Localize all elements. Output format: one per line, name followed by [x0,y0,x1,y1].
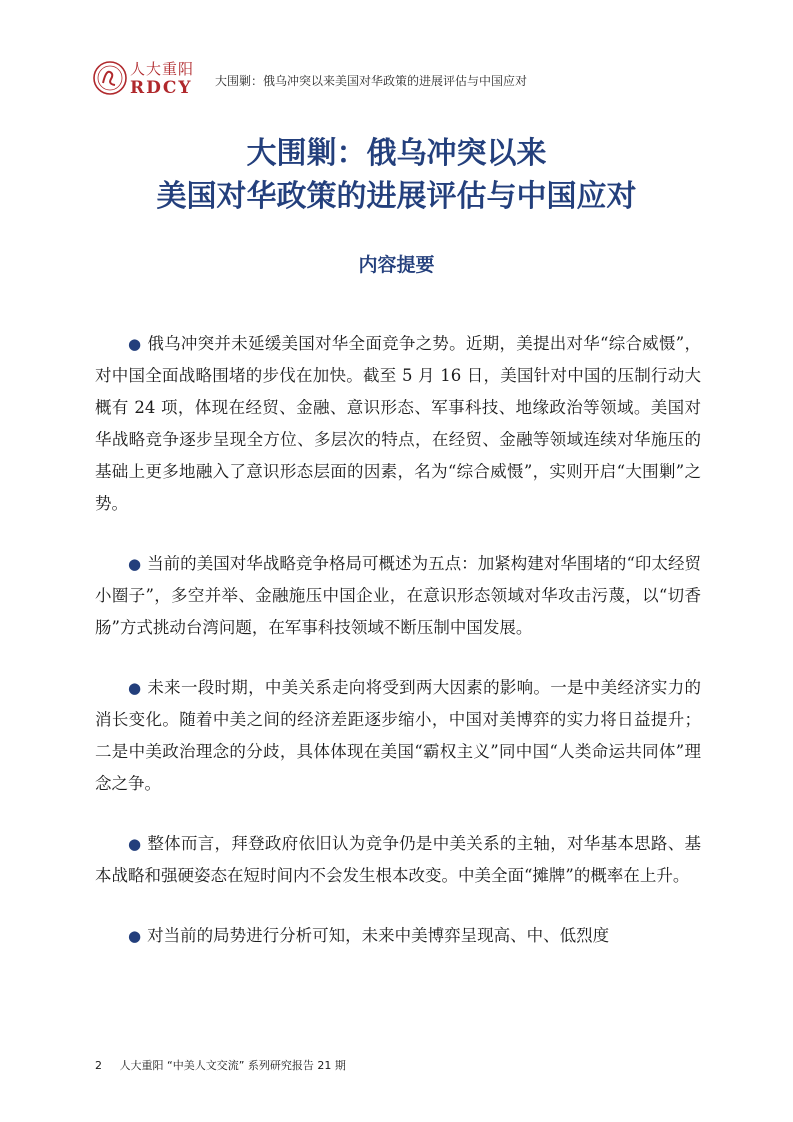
page-number: 2 [95,1059,102,1072]
document-title [0,132,793,218]
summary-paragraph [95,828,701,892]
rdcy-seal-icon [92,60,128,96]
summary-paragraph [95,672,701,800]
bullet-icon: ● [128,555,142,573]
logo-chinese-name: 人大重阳 [130,60,195,78]
page-header [92,58,712,100]
bullet-icon: ● [128,927,142,945]
paragraph-text: 对当前的局势进行分析可知，未来中美博弈呈现高、中、低烈度 [147,926,610,945]
page-footer [95,1057,346,1073]
paragraph-text: 当前的美国对华战略竞争格局可概述为五点：加紧构建对华围堵的“印太经贸小圈子”，多空并举、金融施压中国企业，在意识形态领域对华攻击污蔑，以“切香肠”方式挑动台湾问题，在军事科技领域不断压制中国发展。 [95,554,702,637]
bullet-icon: ● [128,835,142,853]
bullet-icon: ● [128,679,142,697]
summary-paragraph [95,328,701,520]
summary-body [95,328,701,980]
summary-paragraph [95,920,701,952]
title-line-1: 大围剿：俄乌冲突以来 [246,136,547,171]
section-heading: 内容提要 [358,254,435,276]
series-label: 人大重阳 “中美人文交流” 系列研究报告 21 期 [119,1059,346,1072]
paragraph-text: 俄乌冲突并未延缓美国对华全面竞争之势。近期，美提出对华“综合威慑”，对中国全面战略围堵的步伐在加快。截至 5 月 16 日，美国针对中国的压制行动大概有 24 项，体现在经贸、金融、意识形态、军事科技、地缘政治等领域。美国对华战略竞争逐步呈现全方位、多层次的特点，在经贸、金融等领域连续对华施压的基础上更多地融入了意识形态层面的因素，名为“综合威慑”，实则开启“大围剿”之势。 [95,334,701,513]
paragraph-text: 整体而言，拜登政府依旧认为竞争仍是中美关系的主轴，对华基本思路、基本战略和强硬姿态在短时间内不会发生根本改变。中美全面“摊牌”的概率在上升。 [95,834,701,885]
title-line-2: 美国对华政策的进展评估与中国应对 [156,179,637,214]
bullet-icon: ● [128,335,142,353]
running-title: 大围剿：俄乌冲突以来美国对华政策的进展评估与中国应对 [215,74,528,88]
paragraph-text: 未来一段时期，中美关系走向将受到两大因素的影响。一是中美经济实力的消长变化。随着中美之间的经济差距逐步缩小，中国对美博弈的实力将日益提升；二是中美政治理念的分歧，具体体现在美国“霸权主义”同中国“人类命运共同体”理念之争。 [95,678,701,793]
summary-paragraph [95,548,701,644]
logo-english-name: RDCY [130,78,193,98]
rdcy-logo [92,58,212,100]
